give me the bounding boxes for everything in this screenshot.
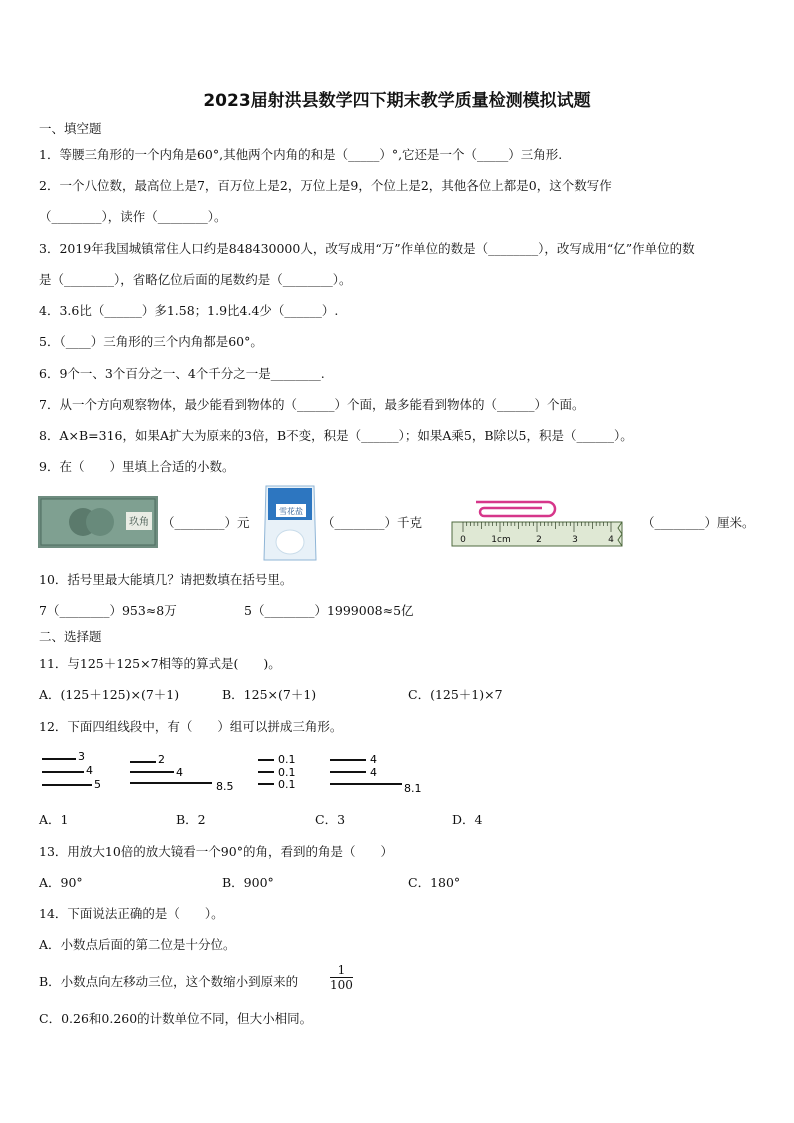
question-1: 1．等腰三角形的一个内角是60°,其他两个内角的和是（_____）°,它还是一个（_____）三角形. bbox=[39, 147, 563, 162]
banknote-label: 玖角 bbox=[129, 517, 149, 528]
ruler-with-paperclip-image bbox=[450, 494, 630, 550]
q10-item-2: 5（________）1999008≈5亿 bbox=[244, 603, 414, 618]
salt-bag-image bbox=[262, 482, 318, 564]
segment-label: 4 bbox=[86, 764, 93, 777]
q13-option-c: C．180° bbox=[408, 875, 461, 890]
question-6: 6．9个一、3个百分之一、4个千分之一是________. bbox=[39, 366, 325, 381]
q14-option-b: B．小数点向左移动三位，这个数缩小到原来的 bbox=[39, 974, 299, 989]
q14-option-c: C．0.26和0.260的计数单位不同，但大小相同。 bbox=[39, 1011, 313, 1026]
section-choice-heading: 二、选择题 bbox=[39, 629, 102, 644]
question-7: 7．从一个方向观察物体，最少能看到物体的（______）个面，最多能看到物体的（______）个面。 bbox=[39, 397, 585, 412]
question-3-line-2: 是（________），省略亿位后面的尾数约是（________）。 bbox=[39, 272, 352, 287]
q12-option-b: B．2 bbox=[176, 812, 206, 827]
segment-label: 2 bbox=[158, 753, 165, 766]
fraction-one-hundredth bbox=[330, 963, 353, 992]
segment-group-2 bbox=[130, 753, 234, 793]
ruler-label-2: 2 bbox=[536, 535, 542, 545]
question-11: 11．与125＋125×7相等的算式是( )。 bbox=[39, 656, 281, 671]
ruler-label-1cm: 1cm bbox=[491, 535, 511, 545]
question-14: 14．下面说法正确的是（ ）。 bbox=[39, 906, 224, 921]
q10-item-1: 7（________）953≈8万 bbox=[39, 603, 177, 618]
question-2-line-1: 2．一个八位数，最高位上是7，百万位上是2，万位上是9，个位上是2，其他各位上都是0，这个数写作 bbox=[39, 178, 612, 193]
question-3-line-1: 3．2019年我国城镇常住人口约是848430000人，改写成用“万”作单位的数是（________），改写成用“亿”作单位的数 bbox=[39, 241, 695, 256]
q12-option-a: A．1 bbox=[39, 812, 69, 827]
ruler-label-3: 3 bbox=[572, 535, 578, 545]
segment-label: 0.1 bbox=[278, 766, 296, 779]
salt-bag-label: 雪花盐 bbox=[279, 507, 303, 516]
q9-answer-cm: （________）厘米。 bbox=[642, 515, 755, 530]
segment-group-3 bbox=[258, 753, 296, 791]
segment-group-4 bbox=[330, 753, 422, 795]
question-9: 9．在（ ）里填上合适的小数。 bbox=[39, 459, 235, 474]
banknote-image bbox=[38, 496, 158, 548]
segment-label: 8.1 bbox=[404, 782, 422, 795]
ruler-label-0: 0 bbox=[460, 535, 466, 545]
question-5: 5．（____）三角形的三个内角都是60°。 bbox=[39, 334, 263, 349]
section-fill-blank-heading: 一、填空题 bbox=[39, 121, 102, 136]
q9-answer-yuan: （________）元 bbox=[162, 515, 250, 530]
segment-label: 3 bbox=[78, 750, 85, 763]
q12-option-c: C．3 bbox=[315, 812, 346, 827]
segment-label: 8.5 bbox=[216, 780, 234, 793]
q11-option-c: C．(125＋1)×7 bbox=[408, 687, 503, 702]
q11-option-b: B．125×(7＋1) bbox=[222, 687, 317, 702]
q11-option-a: A．(125＋125)×(7＋1) bbox=[39, 687, 180, 702]
segment-label: 0.1 bbox=[278, 753, 296, 766]
question-8: 8．A×B=316，如果A扩大为原来的3倍，B不变，积是（______）；如果A乘5，B除以5，积是（______）。 bbox=[39, 428, 633, 443]
q14-option-a: A．小数点后面的第二位是十分位。 bbox=[39, 937, 236, 952]
question-10: 10．括号里最大能填几？请把数填在括号里。 bbox=[39, 572, 293, 587]
q12-option-d: D．4 bbox=[452, 812, 483, 827]
segment-label: 4 bbox=[370, 753, 377, 766]
segment-label: 4 bbox=[370, 766, 377, 779]
segment-label: 0.1 bbox=[278, 778, 296, 791]
segment-group-1 bbox=[42, 750, 101, 791]
q13-option-b: B．900° bbox=[222, 875, 274, 890]
segment-groups-figure bbox=[38, 748, 438, 798]
q13-option-a: A．90° bbox=[39, 875, 83, 890]
question-13: 13．用放大10倍的放大镜看一个90°的角，看到的角是（ ） bbox=[39, 844, 393, 859]
fraction-denominator: 100 bbox=[330, 978, 353, 992]
question-2-line-2: （________），读作（________）。 bbox=[39, 209, 227, 224]
question-4: 4．3.6比（______）多1.58；1.9比4.4少（______）. bbox=[39, 303, 339, 318]
page-title: 2023届射洪县数学四下期末教学质量检测模拟试题 bbox=[203, 91, 591, 111]
ruler-label-4: 4 bbox=[608, 535, 614, 545]
question-12: 12．下面四组线段中，有（ ）组可以拼成三角形。 bbox=[39, 719, 343, 734]
segment-label: 5 bbox=[94, 778, 101, 791]
q9-answer-kg: （________）千克 bbox=[322, 515, 423, 530]
fraction-numerator: 1 bbox=[330, 963, 353, 978]
segment-label: 4 bbox=[176, 766, 183, 779]
